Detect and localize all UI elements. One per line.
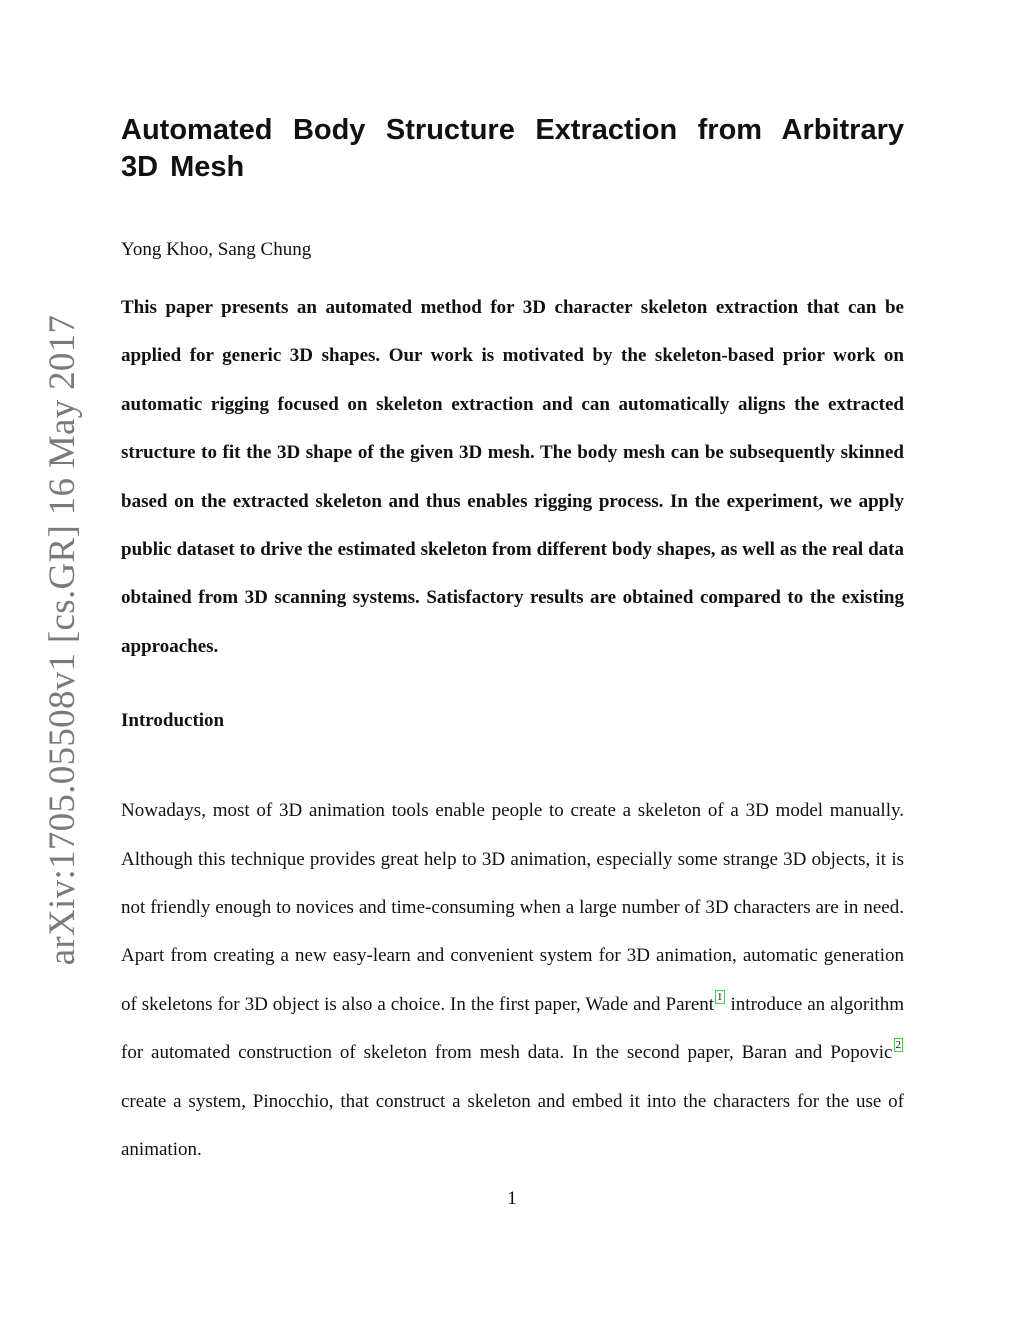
paper-authors: Yong Khoo, Sang Chung	[121, 239, 312, 260]
intro-text-part-3: create a system, Pinocchio, that construct a skeleton and embed it into the characters for the use of animation.	[121, 1090, 904, 1161]
intro-text-part-2: introduce an algorithm for automated construction of skeleton from mesh data. In the second paper, Baran and Popovic	[121, 993, 904, 1064]
citation-link-2[interactable]: 2	[895, 1039, 901, 1052]
citation-link-1[interactable]: 1	[717, 990, 723, 1003]
paper-title: Automated Body Structure Extraction from Arbitrary 3D Mesh	[121, 114, 904, 183]
arxiv-identifier: arXiv:1705.05508v1 [cs.GR] 16 May 2017	[42, 314, 83, 966]
paper-content	[121, 112, 904, 1175]
page-number: 1	[507, 1188, 517, 1209]
section-heading-introduction: Introduction	[121, 710, 225, 732]
paper-abstract: This paper presents an automated method for 3D character skeleton extraction that can be applied for generic 3D shapes. Our work is motivated by the skeleton-based prior work on automatic rigging focused on skeleton extraction and can automatically aligns the extracted structure to fit the 3D shape of the given 3D mesh. The body mesh can be subsequently skinned based on the extracted skeleton and thus enables rigging process. In the experiment, we apply public dataset to drive the estimated skeleton from different body shapes, as well as the real data obtained from 3D scanning systems. Satisfactory results are obtained compared to the existing approaches.	[121, 297, 904, 657]
introduction-paragraph	[121, 787, 904, 1174]
intro-text-part-1: Nowadays, most of 3D animation tools enable people to create a skeleton of a 3D model manually. Although this technique provides great help to 3D animation, especially some strange 3D objects, it is not friendly enough to novices and time-consuming when a large number of 3D characters are in need. Apart from creating a new easy-learn and convenient system for 3D animation, automatic generation of skeletons for 3D object is also a choice. In the first paper, Wade and Parent	[121, 800, 904, 1015]
